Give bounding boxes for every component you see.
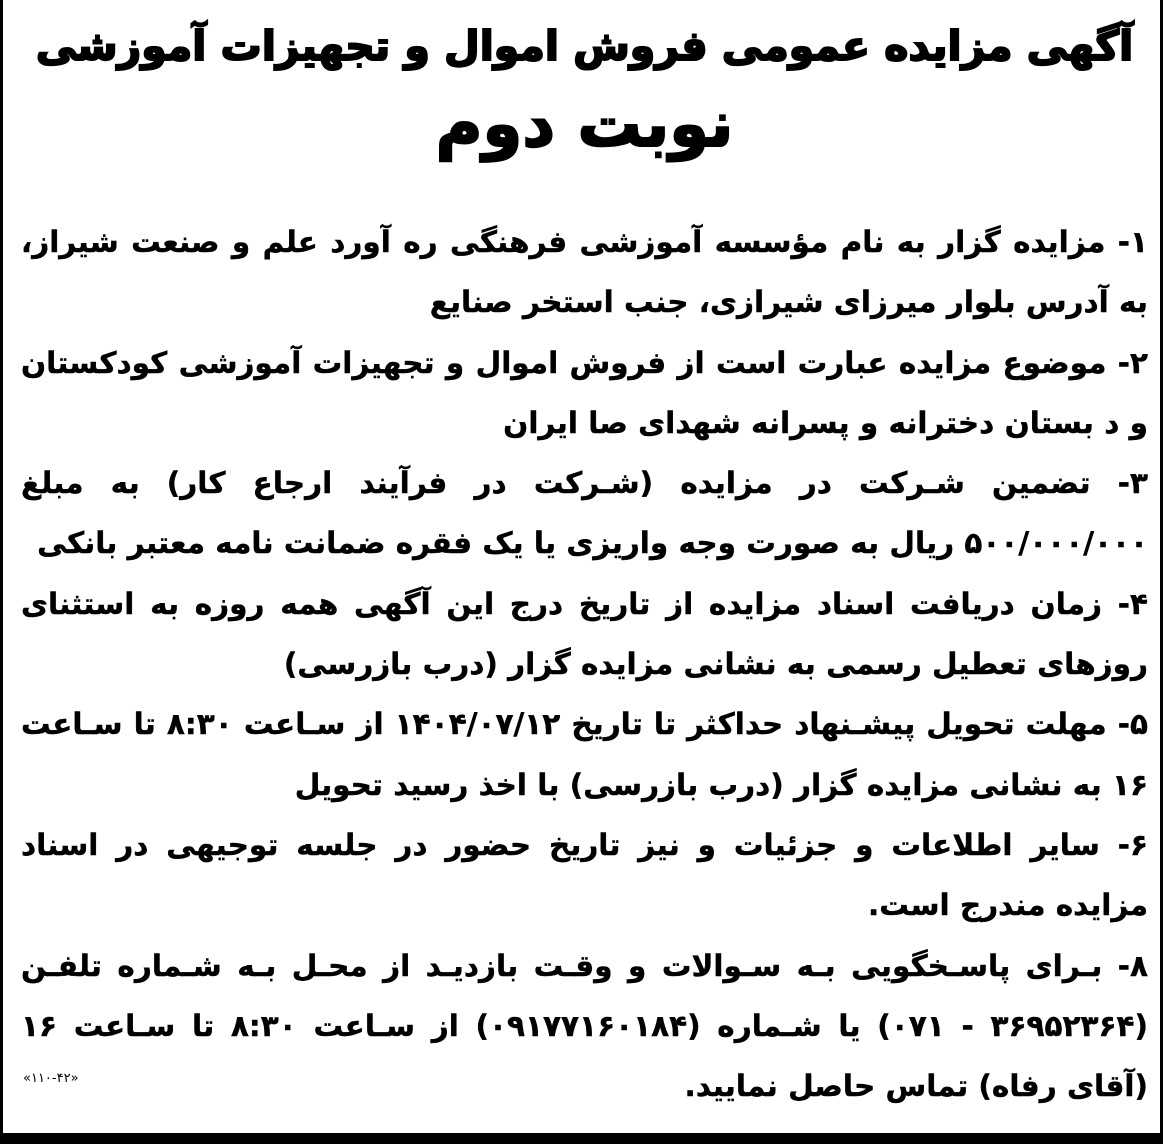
notice-header bbox=[3, 0, 1163, 162]
clause-8: ۸- بـرای پاسـخگویی بـه سـوالات و وقـت بازدیـد از محـل بـه شـماره تلفـن (۳۶۹۵۲۳۶۴ - ۰۷۱) یا شـماره (۰۹۱۷۷۱۶۰۱۸۴) از سـاعت ۸:۳۰ تا سـاعت ۱۶ (آقای رفاه) تماس حاصل نمایید. bbox=[21, 948, 1148, 1104]
bottom-rule bbox=[3, 1133, 1163, 1141]
clause-5: ۵- مهلت تحویل پیشـنهاد حداکثر تا تاریخ ۱۴۰۴/۰۷/۱۲ از سـاعت ۸:۳۰ تا سـاعت ۱۶ به نشانی مزایده گزار (درب بازرسی) با اخذ رسید تحویل bbox=[21, 707, 1148, 802]
clause-3: ۳- تضمین شـرکت در مزایده (شـرکت در فرآیند ارجاع کار) به مبلغ ۵۰۰/۰۰۰/۰۰۰ ریال به صورت وجه واریزی یا یک فقره ضمانت نامه معتبر بانکی bbox=[21, 466, 1148, 561]
clause-1: ۱- مزایده گزار به نام مؤسسه آموزشی فرهنگی ره آورد علم و صنعت شیراز، به آدرس بلوار میرزای شیرازی، جنب استخر صنایع bbox=[21, 225, 1148, 320]
reference-code: «۱۱۰-۴۲» bbox=[23, 1071, 79, 1086]
clause-6: ۶- سایر اطلاعات و جزئیات و نیز تاریخ حضور در جلسه توجیهی در اسناد مزایده مندرج است. bbox=[21, 827, 1148, 923]
notice-subtitle: نوبت دوم bbox=[435, 88, 734, 162]
clause-4: ۴- زمان دریافت اسناد مزایده از تاریخ درج این آگهی همه روزه به استثنای روزهای تعطیل رسمی به نشانی مزایده گزار (درب بازرسی) bbox=[21, 586, 1148, 682]
notice-title: آگهی مزایده عمومی فروش اموال و تجهیزات آموزشی bbox=[35, 22, 1134, 70]
notice-body bbox=[21, 212, 1148, 1116]
clause-2: ۲- موضوع مزایده عبارت است از فروش اموال و تجهیزات آموزشی کودکستان و د بستان دخترانه و پسرانه شهدای صا ایران bbox=[21, 345, 1148, 440]
